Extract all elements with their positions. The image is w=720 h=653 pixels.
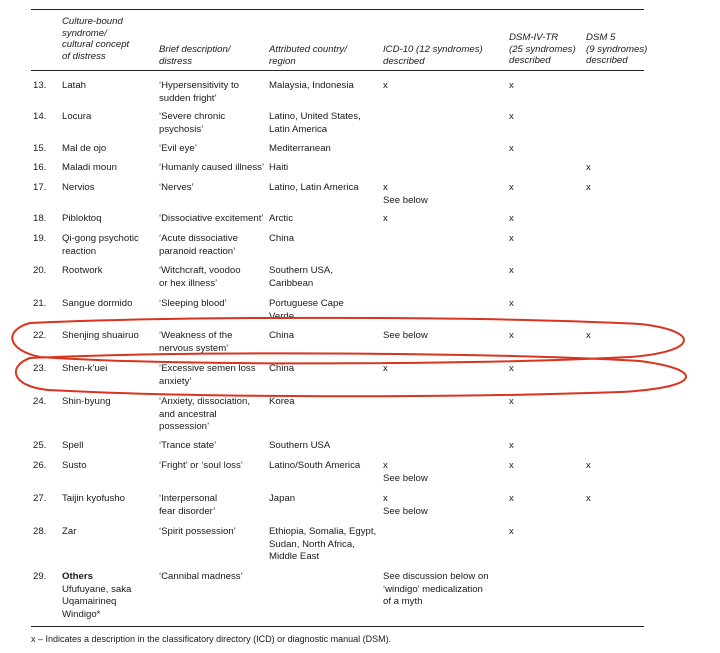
dsm-iv-tr-mark: x xyxy=(509,182,514,193)
header-icd10: ICD-10 (12 syndromes) described xyxy=(383,44,483,67)
icd10-mark: x See below xyxy=(383,460,428,484)
attributed-country: China xyxy=(269,363,295,374)
syndrome-name: Locura xyxy=(62,111,92,122)
syndrome-description: ‘Trance state’ xyxy=(159,440,217,451)
attributed-country: China xyxy=(269,233,295,244)
attributed-country: Japan xyxy=(269,493,296,504)
header-dsm-iv-tr: DSM-IV-TR (25 syndromes) described xyxy=(509,32,576,66)
header-dsm-5: DSM 5 (9 syndromes) described xyxy=(586,32,648,66)
row-number: 17. xyxy=(33,182,47,193)
syndrome-name-list: Ufufuyane, saka Uqamairineq Windigo* xyxy=(62,583,132,620)
table-header-rule xyxy=(31,70,644,71)
dsm-iv-tr-mark: x xyxy=(509,111,514,122)
dsm-iv-tr-mark: x xyxy=(509,526,514,537)
attributed-country: Haiti xyxy=(269,162,289,173)
syndrome-name: Maladi moun xyxy=(62,162,117,173)
dsm-iv-tr-mark: x xyxy=(509,265,514,276)
dsm-iv-tr-mark: x xyxy=(509,363,514,374)
syndrome-description: ‘Anxiety, dissociation, and ancestral possession’ xyxy=(159,396,251,432)
header-country: Attributed country/ region xyxy=(269,44,347,67)
syndrome-description: ‘Dissociative excitement’ xyxy=(159,213,264,224)
dsm-iv-tr-mark: x xyxy=(509,143,514,154)
icd10-mark: See discussion below on ‘windigo’ medicalization of a myth xyxy=(383,571,489,607)
row-number: 20. xyxy=(33,265,47,276)
attributed-country: Latino, United States, Latin America xyxy=(269,111,361,135)
syndrome-group-heading: Others xyxy=(62,571,93,582)
syndrome-name: Spell xyxy=(62,440,84,451)
syndrome-description: ‘Weakness of the nervous system’ xyxy=(159,330,233,354)
table-top-rule xyxy=(31,9,644,10)
syndrome-name: Shin-byung xyxy=(62,396,111,407)
dsm-5-mark: x xyxy=(586,182,591,193)
row-number: 29. xyxy=(33,571,47,582)
syndrome-description: ‘Acute dissociative paranoid reaction’ xyxy=(159,233,238,257)
icd10-mark: x See below xyxy=(383,182,428,206)
row-number: 26. xyxy=(33,460,47,471)
attributed-country: Southern USA, Caribbean xyxy=(269,265,333,289)
row-number: 19. xyxy=(33,233,47,244)
syndrome-description: ‘Nerves’ xyxy=(159,182,194,193)
attributed-country: Latino, Latin America xyxy=(269,182,359,193)
syndrome-name: Shenjing shuairuo xyxy=(62,330,139,341)
syndrome-name: Sangue dormido xyxy=(62,298,133,309)
syndrome-description: ‘Hypersensitivity to sudden fright’ xyxy=(159,80,239,104)
row-number: 25. xyxy=(33,440,47,451)
syndrome-description: ‘Witchcraft, voodoo or hex illness’ xyxy=(159,265,241,289)
syndrome-name-group xyxy=(62,571,131,621)
row-number: 14. xyxy=(33,111,47,122)
syndrome-description: ‘Humanly caused illness’ xyxy=(159,162,265,173)
syndrome-name: Rootwork xyxy=(62,265,103,276)
row-number: 28. xyxy=(33,526,47,537)
icd10-mark: x See below xyxy=(383,493,428,517)
icd10-mark: x xyxy=(383,80,388,91)
dsm-iv-tr-mark: x xyxy=(509,298,514,309)
row-number: 16. xyxy=(33,162,47,173)
syndrome-name: Zar xyxy=(62,526,77,537)
attributed-country: Ethiopia, Somalia, Egypt, Sudan, North Africa, Middle East xyxy=(269,526,377,562)
attributed-country: Arctic xyxy=(269,213,293,224)
row-number: 23. xyxy=(33,363,47,374)
icd10-mark: See below xyxy=(383,330,428,341)
syndrome-name: Susto xyxy=(62,460,87,471)
dsm-5-mark: x xyxy=(586,460,591,471)
syndrome-description: ‘Interpersonal fear disorder’ xyxy=(159,493,218,517)
attributed-country: Malaysia, Indonesia xyxy=(269,80,354,91)
syndrome-description: ‘Sleeping blood’ xyxy=(159,298,227,309)
syndrome-name: Qi-gong psychotic reaction xyxy=(62,233,139,257)
syndrome-name: Mal de ojo xyxy=(62,143,107,154)
row-number: 13. xyxy=(33,80,47,91)
dsm-iv-tr-mark: x xyxy=(509,493,514,504)
attributed-country: Mediterranean xyxy=(269,143,331,154)
attributed-country: Portuguese Cape Verde xyxy=(269,298,344,322)
table-footnote: x – Indicates a description in the classificatory directory (ICD) or diagnostic manual (DSM). xyxy=(31,634,392,644)
syndrome-name: Latah xyxy=(62,80,87,91)
table-bottom-rule xyxy=(31,626,644,627)
row-number: 18. xyxy=(33,213,47,224)
syndrome-description: ‘Fright’ or ‘soul loss’ xyxy=(159,460,243,471)
attributed-country: Latino/South America xyxy=(269,460,361,471)
dsm-iv-tr-mark: x xyxy=(509,396,514,407)
dsm-iv-tr-mark: x xyxy=(509,233,514,244)
syndrome-description: ‘Excessive semen loss anxiety’ xyxy=(159,363,256,387)
syndrome-description: ‘Evil eye’ xyxy=(159,143,197,154)
syndrome-description: ‘Spirit possession’ xyxy=(159,526,236,537)
syndrome-name: Shen-k’uei xyxy=(62,363,108,374)
dsm-iv-tr-mark: x xyxy=(509,460,514,471)
row-number: 15. xyxy=(33,143,47,154)
syndrome-description: ‘Severe chronic psychosis’ xyxy=(159,111,226,135)
attributed-country: China xyxy=(269,330,295,341)
header-description: Brief description/ distress xyxy=(159,44,231,67)
syndrome-name: Taijin kyofusho xyxy=(62,493,125,504)
row-number: 27. xyxy=(33,493,47,504)
header-syndrome: Culture-bound syndrome/ cultural concept of distress xyxy=(62,16,130,62)
row-number: 21. xyxy=(33,298,47,309)
attributed-country: Korea xyxy=(269,396,295,407)
icd10-mark: x xyxy=(383,363,388,374)
icd10-mark: x xyxy=(383,213,388,224)
dsm-iv-tr-mark: x xyxy=(509,440,514,451)
syndrome-description: ‘Cannibal madness’ xyxy=(159,571,243,582)
syndrome-name: Nervios xyxy=(62,182,95,193)
dsm-5-mark: x xyxy=(586,330,591,341)
syndrome-name: Pibloktoq xyxy=(62,213,102,224)
dsm-5-mark: x xyxy=(586,493,591,504)
attributed-country: Southern USA xyxy=(269,440,331,451)
highlight-ellipse-row-23 xyxy=(16,353,686,396)
dsm-5-mark: x xyxy=(586,162,591,173)
row-number: 22. xyxy=(33,330,47,341)
row-number: 24. xyxy=(33,396,47,407)
dsm-iv-tr-mark: x xyxy=(509,80,514,91)
dsm-iv-tr-mark: x xyxy=(509,330,514,341)
dsm-iv-tr-mark: x xyxy=(509,213,514,224)
